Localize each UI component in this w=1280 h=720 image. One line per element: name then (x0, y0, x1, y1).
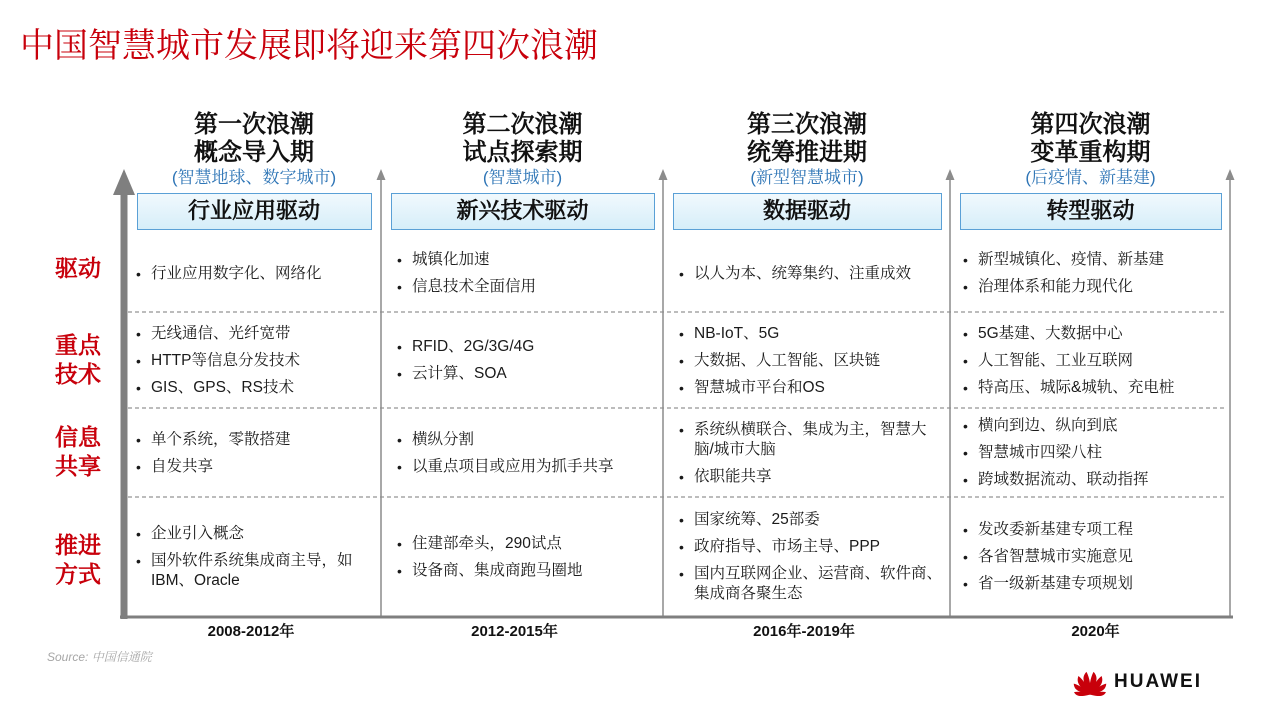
cell-key-technology (128, 313, 380, 408)
cell-information-sharing (664, 409, 950, 497)
bullet-item: • 各省智慧城市实施意见 (963, 547, 1230, 567)
cell-information-sharing (128, 409, 380, 497)
wave-title: 第四次浪潮 (1030, 111, 1151, 138)
cell-promotion-mode (382, 498, 663, 616)
bullet-item: • HTTP等信息分发技术 (136, 351, 380, 371)
bullet-item: • 云计算、SOA (397, 364, 663, 384)
wave-header (128, 111, 380, 230)
bullet-item: • 发改委新基建专项工程 (963, 520, 1230, 540)
bullet-item: • GIS、GPS、RS技术 (136, 378, 380, 398)
bullet-item: • 大数据、人工智能、区块链 (679, 351, 950, 371)
wave-header (664, 111, 950, 230)
wave-column-3 (664, 0, 950, 720)
vertical-axis-shaft (121, 192, 128, 619)
bullet-item: • 省一级新基建专项规划 (963, 574, 1230, 594)
cell-information-sharing (951, 409, 1230, 497)
bullet-item: • 智慧城市平台和OS (679, 378, 950, 398)
wave-phase: 变革重构期 (1030, 139, 1151, 166)
period-label: 2016年-2019年 (753, 623, 855, 640)
huawei-flower-icon (1069, 664, 1111, 696)
bullet-item: • 行业应用数字化、网络化 (136, 264, 380, 284)
bullet-item: • 新型城镇化、疫情、新基建 (963, 250, 1230, 270)
wave-header (951, 111, 1230, 230)
brand-name: HUAWEI (1114, 671, 1202, 692)
cell-key-technology (951, 313, 1230, 408)
wave-column-4 (951, 0, 1230, 720)
bullet-item: • RFID、2G/3G/4G (397, 337, 663, 357)
wave-subtitle: (智慧地球、数字城市) (171, 168, 337, 187)
driver-box: 新兴技术驱动 (391, 193, 655, 230)
driver-box: 转型驱动 (960, 193, 1222, 230)
wave-header (382, 111, 663, 230)
bullet-item: • 以人为本、统筹集约、注重成效 (679, 264, 950, 284)
row-label-drive: 驱动 (55, 255, 101, 281)
bullet-item: • 企业引入概念 (136, 524, 380, 544)
bullet-item: • 信息技术全面信用 (397, 277, 663, 297)
row-label-information-sharing: 信息 共享 (55, 424, 101, 479)
bullet-item: • 城镇化加速 (397, 250, 663, 270)
bullet-item: • 国内互联网企业、运营商、软件商、 集成商各聚生态 (679, 564, 950, 604)
bullet-item: • 依职能共享 (679, 467, 950, 487)
bullet-item: • 自发共享 (136, 457, 380, 477)
period-label: 2012-2015年 (471, 623, 558, 640)
cell-information-sharing (382, 409, 663, 497)
cell-promotion-mode (951, 498, 1230, 616)
cell-promotion-mode (128, 498, 380, 616)
row-label-promotion-mode: 推进 方式 (55, 532, 101, 587)
source-note: Source: 中国信通院 (47, 650, 152, 664)
cell-key-technology (664, 313, 950, 408)
wave-subtitle: (新型智慧城市) (750, 168, 864, 187)
slide-title: 中国智慧城市发展即将迎来第四次浪潮 (20, 27, 598, 65)
period-label: 2020年 (1071, 623, 1120, 640)
bullet-item: • 横向到边、纵向到底 (963, 416, 1230, 436)
bullet-item: • 政府指导、市场主导、PPP (679, 537, 950, 557)
bullet-item: • 5G基建、大数据中心 (963, 324, 1230, 344)
bullet-item: • 智慧城市四梁八柱 (963, 443, 1230, 463)
bullet-item: • 治理体系和能力现代化 (963, 277, 1230, 297)
bullet-item: • 国家统筹、25部委 (679, 510, 950, 530)
wave-phase: 试点探索期 (462, 139, 583, 166)
bullet-item: • 人工智能、工业互联网 (963, 351, 1230, 371)
cell-drive (128, 235, 380, 312)
bullet-item: • 单个系统，零散搭建 (136, 430, 380, 450)
wave-phase: 概念导入期 (194, 139, 314, 166)
wave-column-2 (382, 0, 663, 720)
cell-drive (951, 235, 1230, 312)
driver-box: 行业应用驱动 (137, 193, 372, 230)
period-label: 2008-2012年 (207, 623, 295, 640)
cell-key-technology (382, 313, 663, 408)
wave-title: 第三次浪潮 (747, 111, 867, 138)
bullet-item: • 特高压、城际&城轨、充电桩 (963, 378, 1230, 398)
row-label-key-technology: 重点 技术 (55, 332, 101, 387)
bullet-item: • 无线通信、光纤宽带 (136, 324, 380, 344)
wave-title: 第二次浪潮 (462, 111, 583, 138)
bullet-item: • 国外软件系统集成商主导，如 IBM、Oracle (136, 551, 380, 591)
bullet-item: • 住建部牵头，290试点 (397, 534, 663, 554)
cell-promotion-mode (664, 498, 950, 616)
bullet-item: • 设备商、集成商跑马圈地 (397, 561, 663, 581)
wave-phase: 统筹推进期 (747, 139, 867, 166)
driver-box: 数据驱动 (673, 193, 942, 230)
cell-drive (664, 235, 950, 312)
wave-subtitle: (后疫情、新基建) (1025, 168, 1156, 187)
cell-drive (382, 235, 663, 312)
wave-title: 第一次浪潮 (194, 111, 314, 138)
bullet-item: • 系统纵横联合、集成为主，智慧大 脑/城市大脑 (679, 420, 950, 460)
bullet-item: • 以重点项目或应用为抓手共享 (397, 457, 663, 477)
bullet-item: • 横纵分割 (397, 430, 663, 450)
bullet-item: • 跨域数据流动、联动指挥 (963, 470, 1230, 490)
bullet-item: • NB-IoT、5G (679, 324, 950, 344)
wave-column-1 (128, 0, 380, 720)
wave-subtitle: (智慧城市) (482, 168, 563, 187)
